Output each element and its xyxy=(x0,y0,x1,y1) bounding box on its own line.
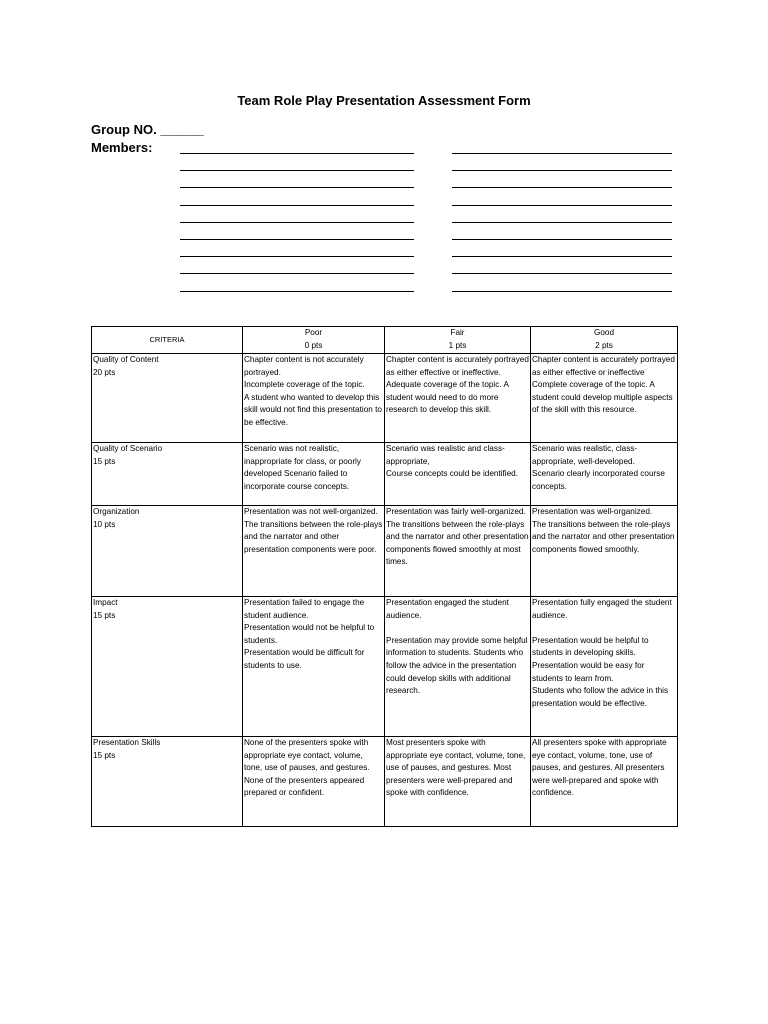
criterion-points: 15 pts xyxy=(93,610,116,620)
member-name-line xyxy=(452,291,672,292)
member-name-line xyxy=(452,273,672,274)
poor-description: Presentation was not well-organized. The transitions between the role-plays and the narrator and other presentation components were poor. xyxy=(243,506,385,597)
level-name: Good xyxy=(593,328,615,338)
criterion-name: Impact xyxy=(93,598,118,607)
member-name-line xyxy=(180,291,414,292)
fair-description: Chapter content is accurately portrayed as either effective or ineffective. Adequate coverage of the topic. A student would need to do more research to develop this skill. xyxy=(385,354,531,443)
criterion-name: Organization xyxy=(93,507,140,516)
criterion-name: Presentation Skills xyxy=(93,738,161,747)
poor-description: Scenario was not realistic, inappropriate for class, or poorly developed Scenario failed to incorporate course concepts. xyxy=(243,443,385,506)
criterion-cell xyxy=(92,597,243,737)
member-name-line xyxy=(180,170,414,171)
level-header-good xyxy=(531,327,678,354)
table-row xyxy=(92,597,678,737)
fair-description: Scenario was realistic and class-appropriate, Course concepts could be identified. xyxy=(385,443,531,506)
member-name-line xyxy=(180,256,414,257)
level-header-poor xyxy=(243,327,385,354)
criteria-header: CRITERIA xyxy=(92,327,243,354)
criterion-points: 15 pts xyxy=(93,750,116,760)
member-name-line xyxy=(452,153,672,154)
level-header-fair xyxy=(385,327,531,354)
level-points: 2 pts xyxy=(595,341,613,350)
level-name: Fair xyxy=(450,328,465,338)
member-name-line xyxy=(180,187,414,188)
criterion-name: Quality of Content xyxy=(93,355,159,364)
poor-description: None of the presenters spoke with appropriate eye contact, volume, tone, use of pauses, and gestures. None of the presenters appeared prepared or confident. xyxy=(243,737,385,827)
member-name-line xyxy=(452,170,672,171)
member-name-line xyxy=(452,205,672,206)
poor-description: Chapter content is not accurately portrayed. Incomplete coverage of the topic. A student who wanted to develop this skill would not find this presentation to be effective. xyxy=(243,354,385,443)
member-name-line xyxy=(180,205,414,206)
group-number-label: Group NO. ______ xyxy=(91,122,204,137)
member-name-line xyxy=(452,187,672,188)
good-description: All presenters spoke with appropriate eye contact, volume, tone, use of pauses, and gestures. All presenters were well-prepared and spoke with confidence. xyxy=(531,737,678,827)
table-row xyxy=(92,506,678,597)
criterion-cell xyxy=(92,443,243,506)
level-name: Poor xyxy=(304,328,323,338)
assessment-rubric-table xyxy=(91,326,678,827)
level-points: 1 pts xyxy=(448,341,467,350)
criterion-points: 20 pts xyxy=(93,367,116,377)
member-name-line xyxy=(180,239,414,240)
good-description: Presentation fully engaged the student audience. Presentation would be helpful to students in developing skills. Presentation would be easy for students to learn from. Students who follow the advice in this presentation would be effective. xyxy=(531,597,678,737)
poor-description: Presentation failed to engage the student audience. Presentation would not be helpful to students. Presentation would be difficult for students to use. xyxy=(243,597,385,737)
good-description: Scenario was realistic, class-appropriate, well-developed. Scenario clearly incorporated course concepts. xyxy=(531,443,678,506)
criterion-cell xyxy=(92,506,243,597)
form-title: Team Role Play Presentation Assessment Form xyxy=(237,93,531,108)
table-row xyxy=(92,737,678,827)
table-row xyxy=(92,354,678,443)
criterion-points: 10 pts xyxy=(93,519,116,529)
member-name-line xyxy=(452,256,672,257)
members-label: Members: xyxy=(91,140,153,155)
good-description: Chapter content is accurately portrayed as either effective or ineffective Complete coverage of the topic. A student could develop multiple aspects of the skill with this resource. xyxy=(531,354,678,443)
member-name-line xyxy=(452,222,672,223)
member-name-line xyxy=(452,239,672,240)
fair-description: Presentation engaged the student audience. Presentation may provide some helpful information to students. Students who follow the advice in the presentation could develop skills with additional research. xyxy=(385,597,531,737)
rubric-header-row xyxy=(92,327,678,354)
fair-description: Presentation was fairly well-organized. The transitions between the role-plays and the narrator and other presentation components flowed smoothly at most times. xyxy=(385,506,531,597)
level-points: 0 pts xyxy=(304,341,323,350)
member-name-line xyxy=(180,153,414,154)
criterion-points: 15 pts xyxy=(93,456,116,466)
fair-description: Most presenters spoke with appropriate eye contact, volume, tone, use of pauses, and gestures. Most presenters were well-prepared and spoke with confidence. xyxy=(385,737,531,827)
table-row xyxy=(92,443,678,506)
criterion-name: Quality of Scenario xyxy=(93,444,163,453)
good-description: Presentation was well-organized. The transitions between the role-plays and the narrator and other presentation components flowed smoothly. xyxy=(531,506,678,597)
criterion-cell xyxy=(92,354,243,443)
criterion-cell xyxy=(92,737,243,827)
member-name-line xyxy=(180,273,414,274)
member-name-line xyxy=(180,222,414,223)
